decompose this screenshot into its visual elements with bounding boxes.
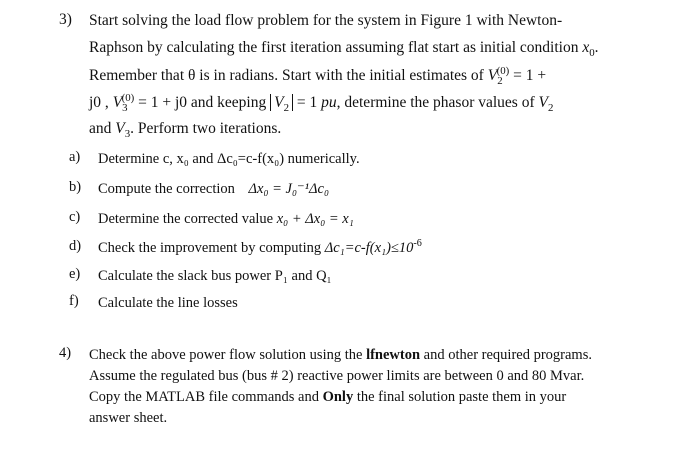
item-e-label: e) — [69, 266, 81, 282]
q3-line-4 — [89, 93, 553, 113]
item-b-label: b) — [69, 179, 82, 195]
question-3-number: 3) — [59, 11, 72, 28]
q3-line-1: Start solving the load flow problem for the system in Figure 1 with Newton- — [89, 12, 563, 29]
item-d-formula: Δc₁=c-f(x₁)≤10 — [324, 240, 414, 256]
v2-phasor: V — [538, 94, 548, 111]
q3-line-3-end: = 1 + — [509, 67, 547, 84]
item-a-text: Determine c, x₀ and Δc₀=c-f(x₀) numerically. — [98, 151, 360, 167]
q4-line-3-end: the final solution paste them in your — [353, 389, 567, 405]
v2-abs-subscript: 2 — [283, 102, 289, 115]
item-c-label: c) — [69, 209, 81, 225]
question-4-number: 4) — [59, 345, 72, 361]
item-b-text — [98, 179, 329, 199]
v3-subscript: 3 — [122, 102, 128, 115]
q3-line-3-text: Remember that θ is in radians. Start with the initial estimates of — [89, 67, 488, 84]
v2-superscript: (0) — [496, 64, 510, 77]
item-e-text: Calculate the slack bus power P₁ and Q₁ — [98, 268, 332, 284]
q4-line-2: Assume the regulated bus (bus # 2) reactive power limits are between 0 and 80 Mvar. — [89, 368, 585, 384]
q3-line-4-start: j0 , — [89, 94, 113, 111]
q3-line-4-end: , determine the phasor values of — [336, 94, 539, 111]
v3-phasor-subscript: 3 — [124, 128, 131, 141]
item-a-label: a) — [69, 149, 81, 165]
x0-subscript: 0 — [589, 47, 595, 60]
q3-line-4-eq: = 1 — [293, 94, 322, 111]
x0-variable: x — [582, 39, 590, 56]
v2-magnitude — [270, 94, 293, 115]
v3-superscript: (0) — [121, 91, 135, 104]
v2-subscript: 2 — [497, 75, 503, 88]
item-b-formula: Δx₀ = J₀⁻¹Δc₀ — [248, 181, 330, 197]
v2-phasor-subscript: 2 — [547, 102, 554, 115]
v2-abs-variable: V — [274, 94, 284, 111]
v2-variable: V — [487, 67, 498, 84]
q3-line-3 — [89, 66, 546, 86]
lfnewton-program: lfnewton — [366, 347, 421, 363]
q3-line-5-end: . Perform two iterations. — [130, 120, 282, 137]
item-d-text — [98, 238, 422, 258]
item-c-text — [98, 209, 354, 229]
q3-line-2 — [89, 38, 599, 58]
pu-unit: pu — [321, 94, 337, 111]
q4-line-1 — [89, 345, 592, 365]
q3-line-5 — [89, 119, 281, 139]
only-emphasis: Only — [322, 389, 354, 405]
item-c-formula: x₀ + Δx₀ = x₁ — [276, 211, 354, 227]
q4-line-3-start: Copy the MATLAB file commands and — [89, 389, 323, 405]
item-d-label: d) — [69, 238, 82, 254]
q4-line-1-start: Check the above power flow solution using the — [89, 347, 367, 363]
item-f-label: f) — [69, 293, 79, 309]
item-c-description: Determine the corrected value — [98, 211, 277, 227]
q3-line-4-mid: = 1 + j0 and keeping — [134, 94, 271, 111]
q4-line-3 — [89, 387, 566, 407]
q4-line-4: answer sheet. — [89, 410, 168, 426]
q3-line-2-text: Raphson by calculating the first iteration assuming flat start as initial condition — [89, 39, 583, 56]
item-f-text: Calculate the line losses — [98, 295, 238, 311]
v3-variable: V — [112, 94, 123, 111]
q3-line-2-end: . — [594, 39, 599, 56]
q4-line-1-end: and other required programs. — [420, 347, 592, 363]
item-d-exponent: -6 — [413, 238, 422, 250]
q3-line-5-start: and — [89, 120, 116, 137]
item-d-description: Check the improvement by computing — [98, 240, 325, 256]
v3-phasor: V — [115, 120, 125, 137]
item-b-description: Compute the correction — [98, 181, 239, 197]
